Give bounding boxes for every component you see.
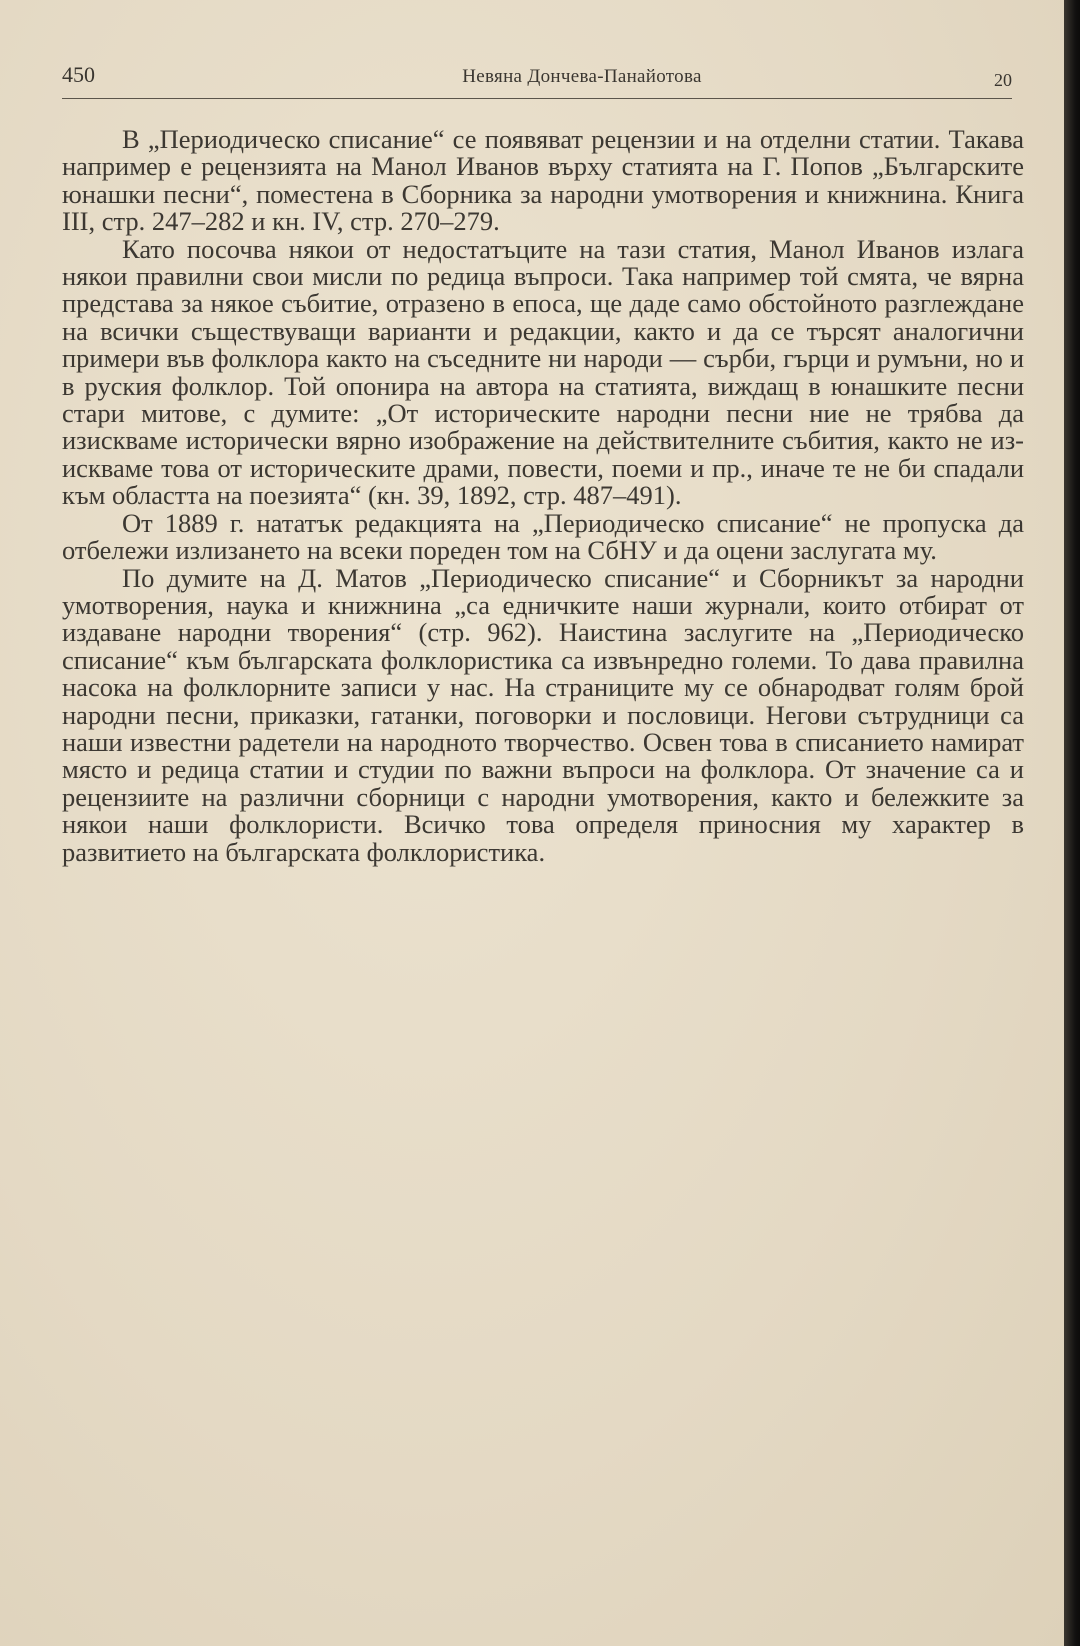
page-header — [62, 62, 1012, 98]
paragraph-2: Като посочва някои от недостатъците на тази статия, Манол Иванов излага някои правилни свои мисли по редица въпроси. Така например той смята, че вярна представа за някое събитие, отразено в епоса, ще даде само обстойното разглеждане на всички съществуващи варианти и редакции, както и да се търсят аналогични примери във фолклора както на съседните ни народи — сърби, гърци и румъни, но и в руския фолклор. Той опонира на автора на статията, виждащ в юнашките песни стари митове, с думите: „От историческите народни песни ние не трябва да изискваме исторически вярно изображение на действителните събития, както не изискваме това от историческите драми, повести, поеми и пр., иначе те не би спадали към областта на поезията“ (кн. 39, 1892, стр. 487–491). — [62, 233, 1024, 511]
paragraph-1: В „Периодическо списание“ се появяват рецензии и на отделни статии. Такава например е рецензията на Манол Иванов върху статията на Г. Попов „Българските юнашки песни“, поместена в Сборника за народни умотворения и книжнина. Книга III, стр. 247–282 и кн. IV, стр. 270–279. — [62, 124, 1024, 237]
page-number: 450 — [62, 62, 95, 87]
paragraph-4: По думите на Д. Матов „Периодическо списание“ и Сборникът за народни умотворения, наука и книжнина „са едничките наши журнали, които отбират от издаване народни творения“ (стр. 962). Наистина заслугите на „Периодическо списание“ към българската фолклористика са извънредно големи. То дава правилна насока на фолклорните записи у нас. На страниците му се обнародват голям брой народни песни, приказки, гатанки, поговорки и пословици. Негови сътрудници са наши известни радетели на народното творчество. Освен това в списанието намират място и редица статии и студии по важни въпроси на фолклора. От значение са и рецензиите на различни сборници с народни умотворения, както и бележките за някои наши фолклористи. Всичко това определя приносния му характер в развитието на българската фолклористика. — [62, 562, 1024, 867]
running-head-author: Невяна Дончева-Панайотова — [462, 66, 702, 87]
paragraph-3: От 1889 г. нататък редакцията на „Периодическо списание“ не пропуска да отбележи излизането на всеки пореден том на СбНУ и да оцени заслугата му. — [62, 507, 1024, 566]
body-text — [62, 126, 1024, 866]
chapter-number: 20 — [994, 70, 1012, 90]
book-edge-shadow — [1064, 0, 1080, 1646]
header-rule — [62, 98, 1012, 99]
